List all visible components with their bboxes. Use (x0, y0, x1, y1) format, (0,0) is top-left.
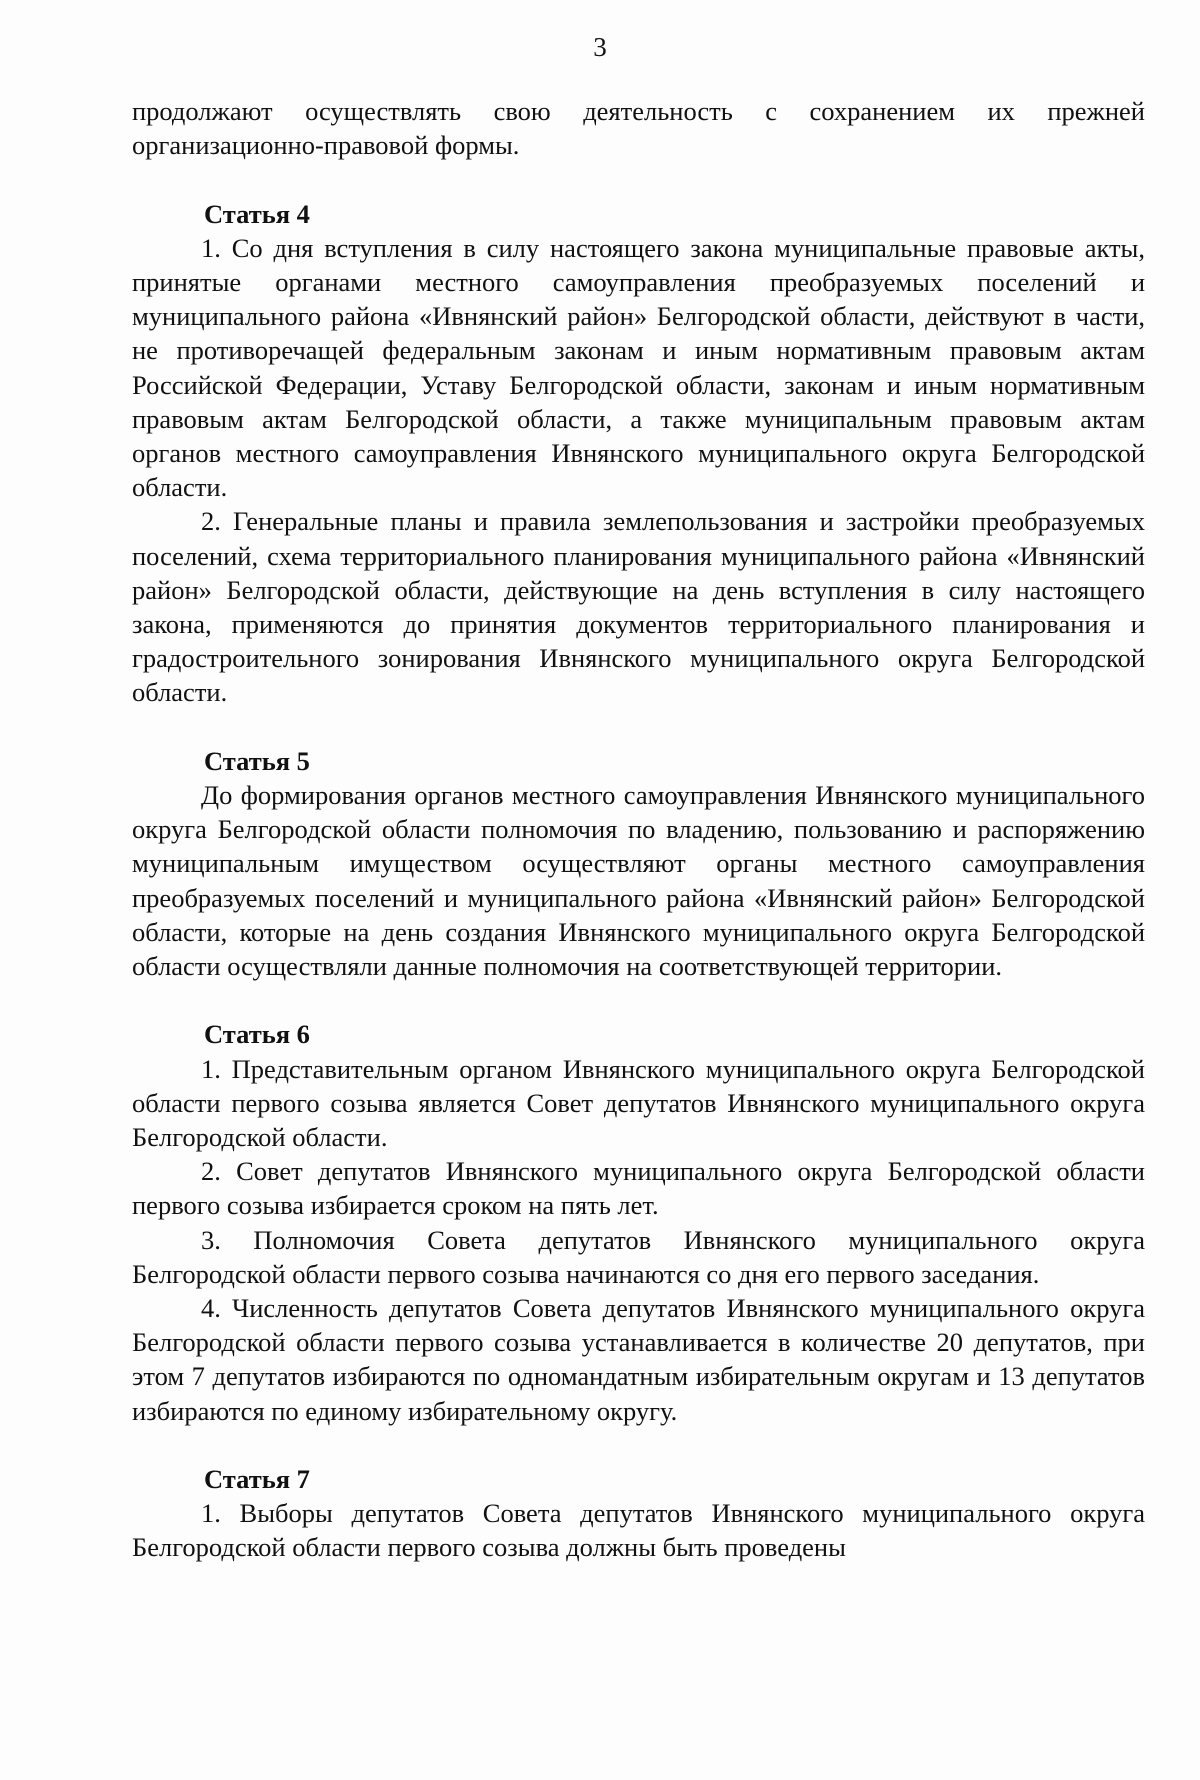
article-paragraph: До формирования органов местного самоуправления Ивнянского муниципального округа Белгородской области полномочия по владению, пользованию и распоряжению муниципальным имуществом осуществляют органы местного самоуправления преобразуемых поселений и муниципального района «Ивнянский район» Белгородской области, которые на день создания Ивнянского муниципального округа Белгородской области осуществляли данные полномочия на соответствующей территории. (132, 780, 1145, 982)
article-6 (132, 1017, 1145, 1427)
article-paragraph: 1. Представительным органом Ивнянского муниципального округа Белгородской области первого созыва является Совет депутатов Ивнянского муниципального округа Белгородской области. (132, 1053, 1145, 1153)
article-5 (132, 744, 1145, 983)
article-title: Статья 5 (204, 745, 310, 776)
article-paragraph: 3. Полномочия Совета депутатов Ивнянского муниципального округа Белгородской области первого созыва начинаются со дня его первого заседания. (132, 1224, 1145, 1289)
intro-paragraph: продолжают осуществлять свою деятельность с сохранением их прежней организационно-правовой формы. (132, 96, 1145, 161)
article-4 (132, 197, 1145, 710)
article-paragraph: 2. Генеральные планы и правила землепользования и застройки преобразуемых поселений, схема территориального планирования муниципального района «Ивнянский район» Белгородской области, действующие на день вступления в силу настоящего закона, применяются до принятия документов территориального планирования и градостроительного зонирования Ивнянского муниципального округа Белгородской области. (132, 506, 1145, 708)
document-body (132, 94, 1145, 1565)
article-paragraph: 1. Со дня вступления в силу настоящего закона муниципальные правовые акты, принятые органами местного самоуправления преобразуемых поселений и муниципального района «Ивнянский район» Белгородской области, действуют в части, не противоречащей федеральным законам и иным нормативным правовым актам Российской Федерации, Уставу Белгородской области, законам и иным нормативным правовым актам Белгородской области, а также муниципальным правовым актам органов местного самоуправления Ивнянского муниципального округа Белгородской области. (132, 232, 1145, 503)
article-paragraph: 1. Выборы депутатов Совета депутатов Ивнянского муниципального округа Белгородской области первого созыва должны быть проведены (132, 1498, 1145, 1563)
article-paragraph: 4. Численность депутатов Совета депутатов Ивнянского муниципального округа Белгородской области первого созыва устанавливается в количестве 20 депутатов, при этом 7 депутатов избираются по одномандатным избирательным округам и 13 депутатов избираются по единому избирательному округу. (132, 1293, 1145, 1426)
article-title: Статья 6 (204, 1019, 310, 1050)
article-7 (132, 1462, 1145, 1565)
article-title: Статья 7 (204, 1464, 310, 1495)
article-paragraph: 2. Совет депутатов Ивнянского муниципального округа Белгородской области первого созыва избирается сроком на пять лет. (132, 1156, 1145, 1221)
page-number: 3 (593, 32, 607, 62)
article-title: Статья 4 (204, 198, 310, 229)
